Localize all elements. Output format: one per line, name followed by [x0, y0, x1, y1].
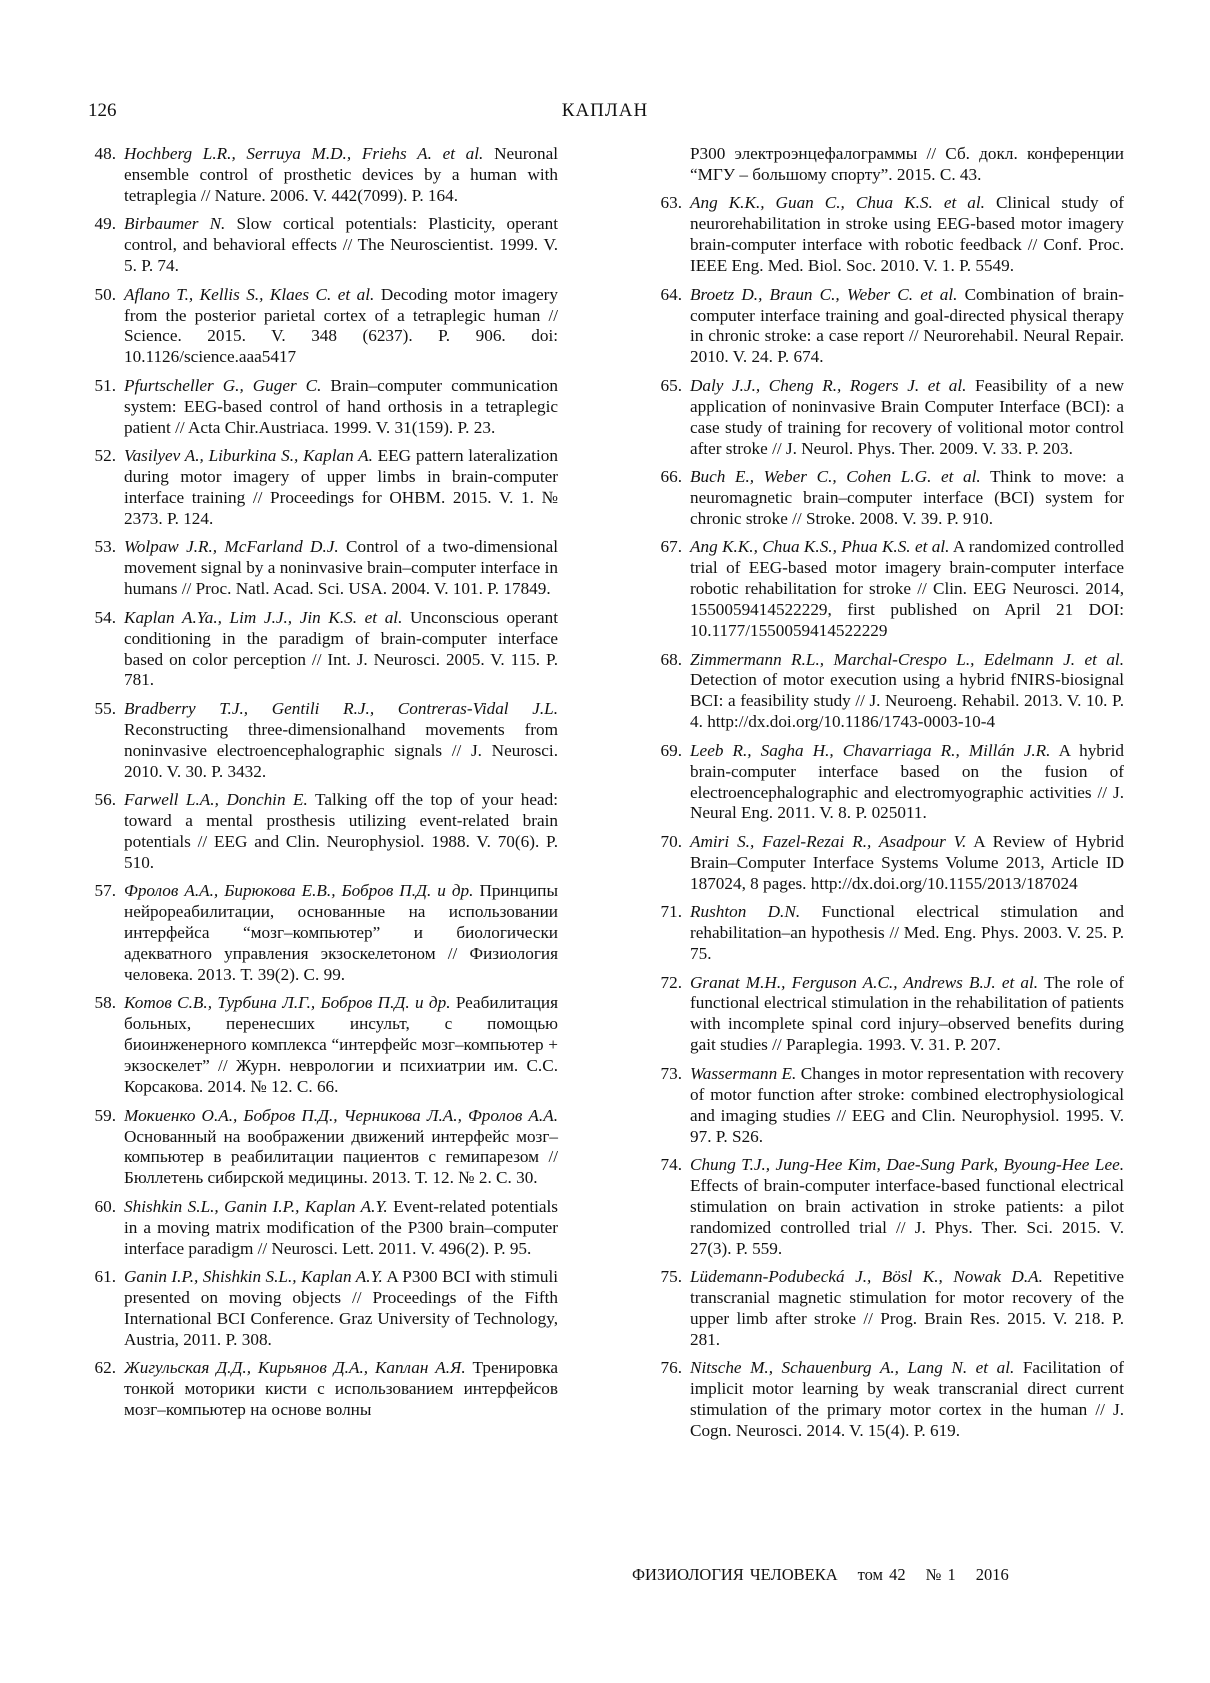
references-right-column	[654, 144, 1124, 1450]
reference-number: 55.	[94, 698, 116, 718]
reference-authors: Lüdemann-Podubecká J., Bösl K., Nowak D.A.	[690, 1267, 1043, 1287]
reference-text: Unconscious operant conditioning in the paradigm of brain-computer interface based on color perception // Int. J. Neurosci. 2005. V. 115. P. 781.	[124, 607, 558, 690]
reference-75	[654, 1267, 1124, 1351]
reference-authors: Granat M.H., Ferguson A.C., Andrews B.J. et al.	[690, 972, 1039, 992]
reference-number: 53.	[94, 537, 116, 557]
reference-text: Think to move: a neuromagnetic brain–computer interface (BCI) system for chronic stroke // Stroke. 2008. V. 39. P. 910.	[690, 467, 1124, 528]
reference-number: 66.	[660, 467, 682, 487]
reference-text: Facilitation of implicit motor learning by weak transcranial direct current stimulation of the primary motor cortex in the human // J. Cogn. Neurosci. 2014. V. 15(4). P. 619.	[690, 1358, 1124, 1441]
reference-text: Slow cortical potentials: Plasticity, operant control, and behavioral effects // The Neuroscientist. 1999. V. 5. P. 74.	[124, 214, 559, 276]
reference-text: Brain–computer communication system: EEG-based control of hand orthosis in a tetraplegic patient // Acta Chir.Austriaca. 1999. V. 31(159). P. 23.	[124, 375, 559, 437]
reference-authors: Daly J.J., Cheng R., Rogers J. et al.	[690, 375, 967, 395]
reference-authors: Rushton D.N.	[690, 902, 801, 922]
reference-number: 56.	[94, 790, 116, 810]
reference-66	[654, 467, 1124, 530]
reference-number: 71.	[660, 902, 682, 922]
reference-64	[654, 285, 1124, 369]
reference-57	[88, 881, 558, 986]
reference-number: 63.	[660, 193, 682, 213]
reference-74	[654, 1155, 1124, 1260]
reference-68	[654, 650, 1124, 734]
reference-authors: Leeb R., Sagha H., Chavarriaga R., Millán J.R.	[690, 740, 1051, 760]
reference-number: 65.	[660, 375, 682, 395]
reference-text: A Review of Hybrid Brain–Computer Interface Systems Volume 2013, Article ID 187024, 8 pages. http://dx.doi.org/10.1155/2013/187024	[690, 831, 1124, 893]
reference-authors: Wassermann E.	[690, 1063, 797, 1083]
reference-number: 60.	[94, 1196, 116, 1216]
reference-61	[88, 1267, 558, 1351]
reference-authors: Vasilyev A., Liburkina S., Kaplan A.	[124, 446, 373, 466]
reference-authors: Kaplan A.Ya., Lim J.J., Jin K.S. et al.	[124, 607, 403, 627]
reference-number: 51.	[94, 375, 116, 395]
reference-text: Feasibility of a new application of noninvasive Brain Computer Interface (BCI): a case study of training for recovery of volitional motor control after stroke // J. Neurol. Phys. Ther. 2009. V. 33. P. 203.	[690, 375, 1125, 458]
reference-50	[88, 285, 558, 369]
reference-authors: Farwell L.A., Donchin E.	[124, 790, 308, 810]
reference-authors: Bradberry T.J., Gentili R.J., Contreras-Vidal J.L.	[124, 698, 558, 718]
reference-authors: Buch E., Weber C., Cohen L.G. et al.	[690, 467, 981, 487]
reference-60	[88, 1197, 558, 1260]
reference-number: 74.	[660, 1155, 682, 1174]
reference-authors: Котов С.В., Турбина Л.Г., Бобров П.Д. и др.	[124, 993, 451, 1013]
reference-text: Control of a two-dimensional movement signal by a noninvasive brain–computer interface in humans // Proc. Natl. Acad. Sci. USA. 2004. V. 101. P. 17849.	[124, 537, 558, 599]
reference-text: A P300 BCI with stimuli presented on moving objects // Proceedings of the Fifth International BCI Conference. Graz University of Technology, Austria, 2011. P. 308.	[124, 1267, 558, 1349]
reference-authors: Pfurtscheller G., Guger C.	[124, 375, 322, 395]
reference-72	[654, 973, 1124, 1057]
reference-text: Neuronal ensemble control of prosthetic devices by a human with tetraplegia // Nature. 2006. V. 442(7099). P. 164.	[124, 144, 559, 205]
reference-text: Принципы нейрореабилитации, основанные на использовании интерфейса “мозг–компьютер” и биологически адекватного управления экзоскелетоном // Физиология человека. 2013. Т. 39(2). С. 99.	[124, 881, 558, 984]
page-number: 126	[88, 100, 117, 121]
reference-65	[654, 376, 1124, 460]
reference-number: 48.	[94, 144, 116, 163]
reference-authors: Жигульская Д.Д., Кирьянов Д.А., Каплан А.Я.	[124, 1358, 466, 1378]
reference-number: 64.	[660, 284, 682, 304]
reference-authors: Birbaumer N.	[124, 214, 226, 234]
reference-text: Тренировка тонкой моторики кисти с использованием интерфейсов мозг–компьютер на основе волны	[124, 1358, 559, 1420]
reference-number: 76.	[660, 1358, 682, 1378]
reference-authors: Aflano T., Kellis S., Klaes C. et al.	[124, 284, 375, 304]
references-left-column	[88, 144, 558, 1429]
reference-authors: Ang K.K., Guan C., Chua K.S. et al.	[690, 193, 985, 213]
reference-text: Reconstructing three-dimensionalhand movements from noninvasive electroencephalographic signals // J. Neurosci. 2010. V. 30. P. 3432.	[124, 719, 558, 781]
reference-59	[88, 1106, 558, 1190]
reference-53	[88, 537, 558, 600]
reference-text: Основанный на воображении движений интерфейс мозг–компьютер в реабилитации пациентов с гемипарезом // Бюллетень сибирской медицины. 2013. Т. 12. № 2. С. 30.	[124, 1126, 558, 1188]
reference-text: A randomized controlled trial of EEG-based motor imagery brain-computer interface robotic rehabilitation for stroke // Clin. EEG Neurosci. 2014, 1550059414522229, first published on April 21 DOI: 10.1177/1550059414522229	[690, 537, 1124, 640]
reference-number: 69.	[660, 740, 682, 760]
reference-authors: Amiri S., Fazel-Rezai R., Asadpour V.	[690, 831, 967, 851]
reference-text: Changes in motor representation with recovery of motor function after stroke: combined electrophysiological and imaging studies // EEG and Clin. Neurophysiol. 1995. V. 97. P. S26.	[690, 1063, 1125, 1146]
reference-text: Detection of motor execution using a hybrid fNIRS-biosignal BCI: a feasibility study // J. Neuroeng. Rehabil. 2013. V. 10. P. 4. http://dx.doi.org/10.1186/1743-0003-10-4	[690, 670, 1124, 732]
reference-63	[654, 193, 1124, 277]
reference-51	[88, 376, 558, 439]
journal-issue: № 1	[925, 1565, 956, 1584]
reference-number: 62.	[94, 1358, 116, 1378]
reference-authors: Ganin I.P., Shishkin S.L., Kaplan A.Y.	[124, 1267, 383, 1287]
reference-number: 49.	[94, 214, 116, 234]
reference-number: 61.	[94, 1267, 116, 1287]
reference-58	[88, 993, 558, 1098]
reference-56	[88, 790, 558, 874]
reference-text: EEG pattern lateralization during motor imagery of upper limbs in brain-computer interface training // Proceedings for OHBM. 2015. V. 1. № 2373. P. 124.	[124, 446, 558, 528]
reference-number: 50.	[94, 284, 116, 304]
reference-49	[88, 214, 558, 277]
reference-text: Functional electrical stimulation and rehabilitation–an hypothesis // Med. Eng. Phys. 2003. V. 25. P. 75.	[690, 902, 1125, 964]
reference-text: Реабилитация больных, перенесших инсульт, с помощью биоинженерного комплекса “интерфейс мозг–компьютер + экзоскелет” // Журн. неврологии и психиатрии им. С.С. Корсакова. 2014. № 12. С. 66.	[124, 993, 558, 1097]
reference-authors: Wolpaw J.R., McFarland D.J.	[124, 537, 339, 557]
reference-70	[654, 832, 1124, 895]
reference-67	[654, 537, 1124, 642]
reference-52	[88, 446, 558, 530]
reference-number: 59.	[94, 1105, 116, 1125]
reference-authors: Nitsche M., Schauenburg A., Lang N. et al.	[690, 1358, 1015, 1378]
reference-text: Event-related potentials in a moving matrix modification of the P300 brain–computer interface paradigm // Neurosci. Lett. 2011. V. 496(2). P. 95.	[124, 1196, 558, 1258]
reference-number: 73.	[660, 1063, 682, 1083]
reference-62	[88, 1358, 558, 1421]
reference-text: Talking off the top of your head: toward a mental prosthesis utilizing event-related brain potentials // EEG and Clin. Neurophysiol. 1988. V. 70(6). P. 510.	[124, 790, 558, 872]
reference-text: Decoding motor imagery from the posterior parietal cortex of a tetraplegic human // Science. 2015. V. 348 (6237). P. 906. doi: 10.1126/science.aaa5417	[124, 284, 558, 367]
reference-54	[88, 608, 558, 692]
reference-text: Repetitive transcranial magnetic stimulation for motor recovery of the upper limb after stroke // Prog. Brain Res. 2015. V. 218. P. 281.	[690, 1267, 1124, 1349]
reference-text: Combination of brain-computer interface training and goal-directed physical therapy in chronic stroke: a case report // Neurorehabil. Neural Repair. 2010. V. 24. P. 674.	[690, 284, 1124, 367]
journal-footer	[632, 1565, 1009, 1585]
reference-authors: Chung T.J., Jung-Hee Kim, Dae-Sung Park, Byoung-Hee Lee.	[690, 1155, 1124, 1174]
reference-text: A hybrid brain-computer interface based on the fusion of electroencephalographic and electromyographic activities // J. Neural Eng. 2011. V. 8. P. 025011.	[690, 740, 1124, 823]
reference-authors: Ang K.K., Chua K.S., Phua K.S. et al.	[690, 537, 950, 557]
reference-55	[88, 699, 558, 783]
reference-48	[88, 144, 558, 207]
reference-authors: Shishkin S.L., Ganin I.P., Kaplan A.Y.	[124, 1196, 388, 1216]
reference-number: 54.	[94, 607, 116, 627]
running-title: КАПЛАН	[561, 100, 649, 121]
reference-number: 52.	[94, 446, 116, 466]
reference-76	[654, 1358, 1124, 1442]
reference-text: Effects of brain-computer interface-based functional electrical stimulation on brain activation in stroke patients: a pilot randomized controlled trial // J. Phys. Ther. Sci. 2015. V. 27(3). P. 559.	[690, 1175, 1124, 1258]
reference-number: 68.	[660, 649, 682, 669]
reference-71	[654, 902, 1124, 965]
journal-volume: том 42	[857, 1565, 906, 1584]
reference-73	[654, 1064, 1124, 1148]
reference-number: 67.	[660, 537, 682, 557]
reference-number: 58.	[94, 993, 116, 1013]
reference-number: 72.	[660, 972, 682, 992]
reference-authors: Hochberg L.R., Serruya M.D., Friehs A. et al.	[124, 144, 484, 163]
reference-69	[654, 741, 1124, 825]
reference-number: 70.	[660, 831, 682, 851]
reference-62-continuation: Р300 электроэнцефалограммы // Сб. докл. конференции “МГУ – большому спорту”. 2015. С. 43.	[690, 144, 1124, 184]
reference-authors: Фролов А.А., Бирюкова Е.В., Бобров П.Д. и др.	[124, 881, 474, 901]
journal-year: 2016	[975, 1565, 1009, 1584]
reference-text: The role of functional electrical stimulation in the rehabilitation of patients with incomplete spinal cord injury–observed benefits during gait studies // Paraplegia. 1993. V. 31. P. 207.	[690, 972, 1124, 1055]
reference-authors: Мокиенко О.А., Бобров П.Д., Черникова Л.А., Фролов А.А.	[124, 1105, 558, 1125]
reference-number: 57.	[94, 881, 116, 901]
reference-authors: Zimmermann R.L., Marchal-Crespo L., Edelmann J. et al.	[690, 649, 1124, 669]
reference-number: 75.	[660, 1267, 682, 1287]
reference-text: Clinical study of neurorehabilitation in stroke using EEG-based motor imagery brain-computer interface with robotic feedback // Conf. Proc. IEEE Eng. Med. Biol. Soc. 2010. V. 1. P. 5549.	[690, 193, 1124, 276]
journal-name: ФИЗИОЛОГИЯ ЧЕЛОВЕКА	[632, 1565, 838, 1584]
reference-authors: Broetz D., Braun C., Weber C. et al.	[690, 284, 958, 304]
